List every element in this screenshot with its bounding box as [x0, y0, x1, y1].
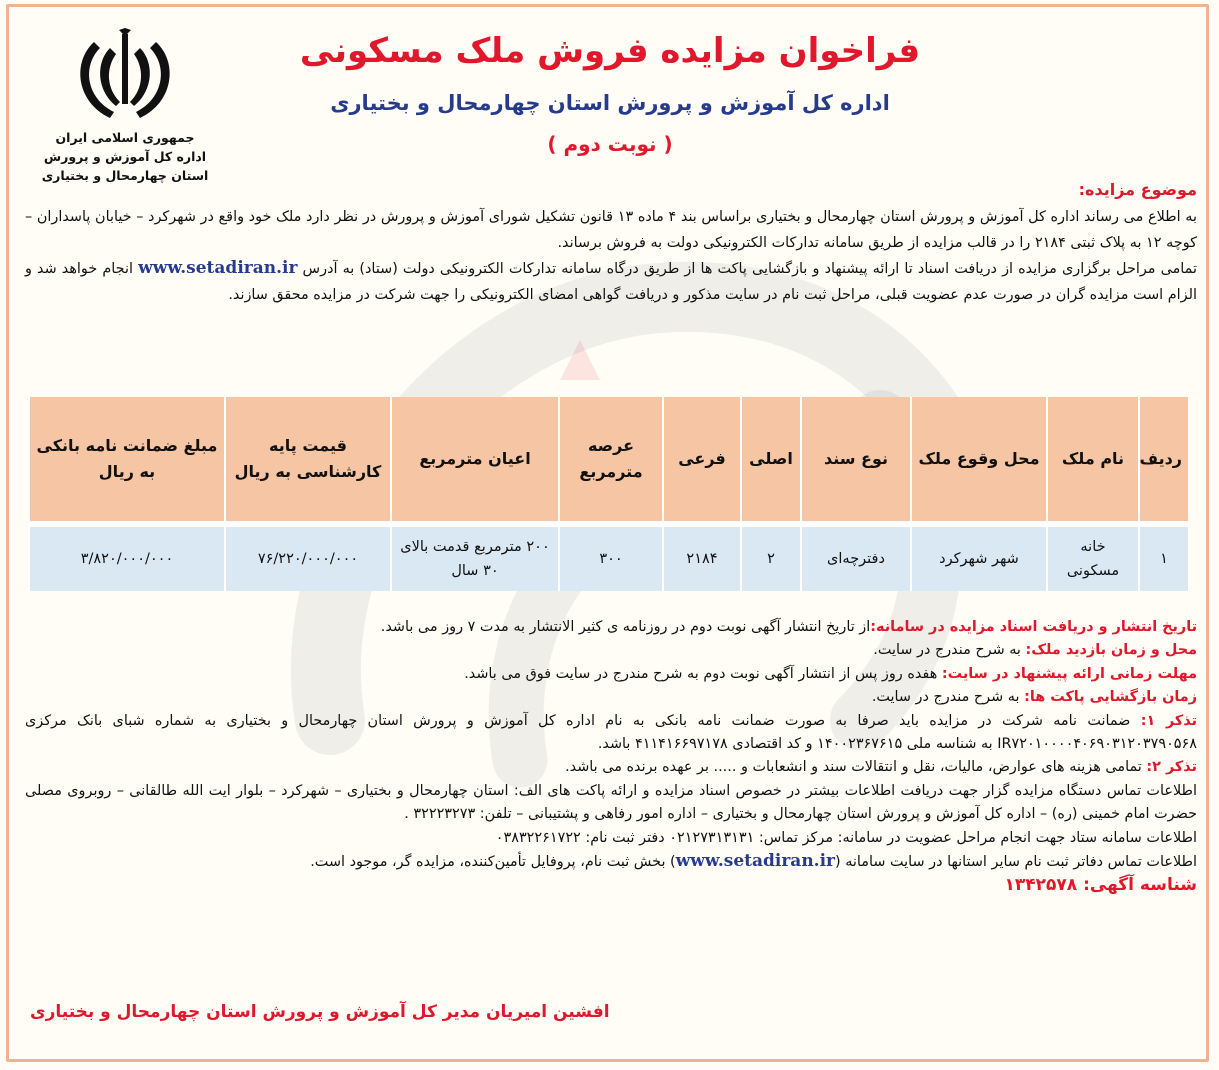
table-cell: ۱: [1139, 524, 1189, 591]
table-cell: ۲۰۰ مترمربع قدمت بالای ۳۰ سال: [391, 524, 559, 591]
issuer-logo: [30, 28, 220, 204]
detail-label: محل و زمان بازدید ملک:: [1025, 642, 1197, 659]
table-row: [29, 524, 1189, 591]
detail-line: اطلاعات تماس دستگاه مزایده گزار جهت دریافت اطلاعات بیشتر در خصوص اسناد مزایده و ارائه پاکت های الف: استان چهارمحال و بختیاری – شهرکرد – بلوار ایت الله طالقانی – روبروی مصلی حضرت امام خمینی (ره) – اداره کل آموزش و پرورش استان چهارمحال و بختیاری – اداره امور رفاهی و پشتیبانی – تلفن: ۳۲۲۲۳۲۷۳ .: [25, 782, 1197, 823]
table-cell: خانه مسکونی: [1047, 524, 1139, 591]
detail-value: ) بخش ثبت نام، پروفایل تأمین‌کننده، مزایده گر، موجود است.: [310, 854, 676, 871]
detail-label: تذکر ۱:: [1140, 712, 1198, 729]
table-cell: دفترچه‌ای: [801, 524, 911, 591]
issuer-name: اداره کل آموزش و پرورش استان چهارمحال و بختیاری: [330, 91, 890, 115]
logo-text-line: استان چهارمحال و بختیاری: [41, 168, 209, 183]
col-header: قیمت پایه کارشناسی به ریال: [225, 397, 391, 524]
detail-value: از تاریخ انتشار آگهی نوبت دوم در روزنامه ی کثیر الانتشار به مدت ۷ روز می باشد.: [380, 619, 871, 635]
property-table: [28, 397, 1190, 591]
col-header: نوع سند: [801, 397, 911, 524]
auction-details: [25, 616, 1197, 899]
col-header: محل وقوع ملک: [911, 397, 1047, 524]
table-cell: ۲۱۸۴: [663, 524, 741, 591]
detail-line: [25, 686, 1197, 709]
col-header: ردیف: [1139, 397, 1189, 524]
round-label: ( نوبت دوم ): [547, 132, 673, 156]
notice-title: فراخوان مزایده فروش ملک مسکونی: [299, 31, 921, 71]
table-cell: شهر شهرکرد: [911, 524, 1047, 591]
detail-value: به شرح مندرج در سایت.: [871, 689, 1020, 706]
detail-label: تاریخ انتشار و دریافت اسناد مزایده در سامانه:: [870, 619, 1197, 635]
detail-line: [25, 663, 1197, 686]
col-header: مبلغ ضمانت نامه بانکی به ریال: [29, 397, 225, 524]
detail-line: [25, 874, 1197, 898]
table-cell: ۳۰۰: [559, 524, 663, 591]
table-header-row: [29, 397, 1189, 524]
col-header: فرعی: [663, 397, 741, 524]
setad-website: www.setadiran.ir: [675, 851, 836, 872]
detail-label: مهلت زمانی ارائه پیشنهاد در سایت:: [941, 665, 1197, 682]
detail-line: [25, 710, 1197, 757]
ad-id: شناسه آگهی: ۱۳۴۲۵۷۸: [1004, 875, 1197, 896]
intro-text-part: انجام خواهد شد و الزام است مزایده گران در صورت عدم عضویت قبلی، مراحل ثبت نام در سایت مذکور و دریافت گواهی امضای الکترونیکی را جهت شرکت در مزایده محقق سازند.: [25, 261, 1197, 303]
logo-text-line: اداره کل آموزش و پرورش: [43, 149, 207, 164]
intro-paragraph: [25, 256, 1197, 308]
detail-value: به شرح مندرج در سایت.: [873, 642, 1021, 659]
detail-label: زمان بازگشایی پاکت ها:: [1024, 689, 1197, 706]
detail-line: اطلاعات سامانه ستاد جهت انجام مراحل عضویت در سامانه: مرکز تماس: ۰۲۱۲۷۳۱۳۱۳۱ دفتر ثبت نام: ۰۳۸۳۲۲۶۱۷۲۲: [495, 829, 1197, 846]
intro-text: [25, 205, 1197, 308]
table-cell: ۷۶/۲۲۰/۰۰۰/۰۰۰: [225, 524, 391, 591]
col-header: اعیان مترمربع: [391, 397, 559, 524]
detail-value: هفده روز پس از انتشار آگهی نوبت دوم به شرح مندرج در سایت فوق می باشد.: [464, 665, 938, 682]
col-header: نام ملک: [1047, 397, 1139, 524]
setad-website: www.setadiran.ir: [138, 258, 298, 278]
table-cell: ۳/۸۲۰/۰۰۰/۰۰۰: [29, 524, 225, 591]
intro-paragraph: به اطلاع می رساند اداره کل آموزش و پرورش استان چهارمحال و بختیاری براساس بند ۴ ماده ۱۳ قانون تشکیل شورای آموزش و پرورش در نظر دارد ملک خود واقع در شهرکرد – خیابان پاسداران – کوچه ۱۲ به پلاک ثبتی ۲۱۸۴ را در قالب مزایده از طریق سامانه تدارکات الکترونیکی دولت به فروش برساند.: [25, 209, 1197, 251]
detail-value: اطلاعات تماس دفاتر ثبت نام سایر استانها در سایت سامانه (: [835, 854, 1197, 871]
col-header: اصلی: [741, 397, 801, 524]
detail-value: ضمانت نامه شرکت در مزایده باید صرفا به صورت ضمانت نامه بانکی به نام اداره کل آموزش و پرورش استان چهارمحال و بختیاری به شماره شبای بانک مرکزی IR۷۲۰۱۰۰۰۰۴۰۶۹۰۳۱۲۰۳۷۹۰۵۶۸ به شناسه ملی ۱۴۰۰۲۳۶۷۶۱۵ و کد اقتصادی ۴۱۱۴۱۶۶۹۷۱۷۸ باشد.: [25, 712, 1197, 753]
detail-label: تذکر ۲:: [1146, 759, 1197, 776]
detail-line: [25, 756, 1197, 779]
detail-value: تمامی هزینه های عوارض، مالیات، نقل و انتقالات سند و انشعابات و ..... بر عهده برنده می باشد.: [565, 759, 1142, 776]
table-cell: ۲: [741, 524, 801, 591]
iran-emblem-icon: [70, 28, 180, 128]
detail-line: [25, 850, 1197, 874]
subject-heading: موضوع مزایده:: [1078, 180, 1197, 199]
signature: افشین امیریان مدیر کل آموزش و پرورش استان چهارمحال و بختیاری: [30, 1002, 610, 1022]
detail-line: [25, 639, 1197, 662]
intro-text-part: تمامی مراحل برگزاری مزایده از دریافت اسناد تا ارائه پیشنهاد و بازگشایی پاکت ها از طریق درگاه سامانه تدارکات الکترونیکی دولت (ستاد) به آدرس: [302, 261, 1198, 277]
detail-line: [25, 616, 1197, 639]
logo-text-line: جمهوری اسلامی ایران: [55, 130, 195, 145]
col-header: عرصه مترمربع: [559, 397, 663, 524]
